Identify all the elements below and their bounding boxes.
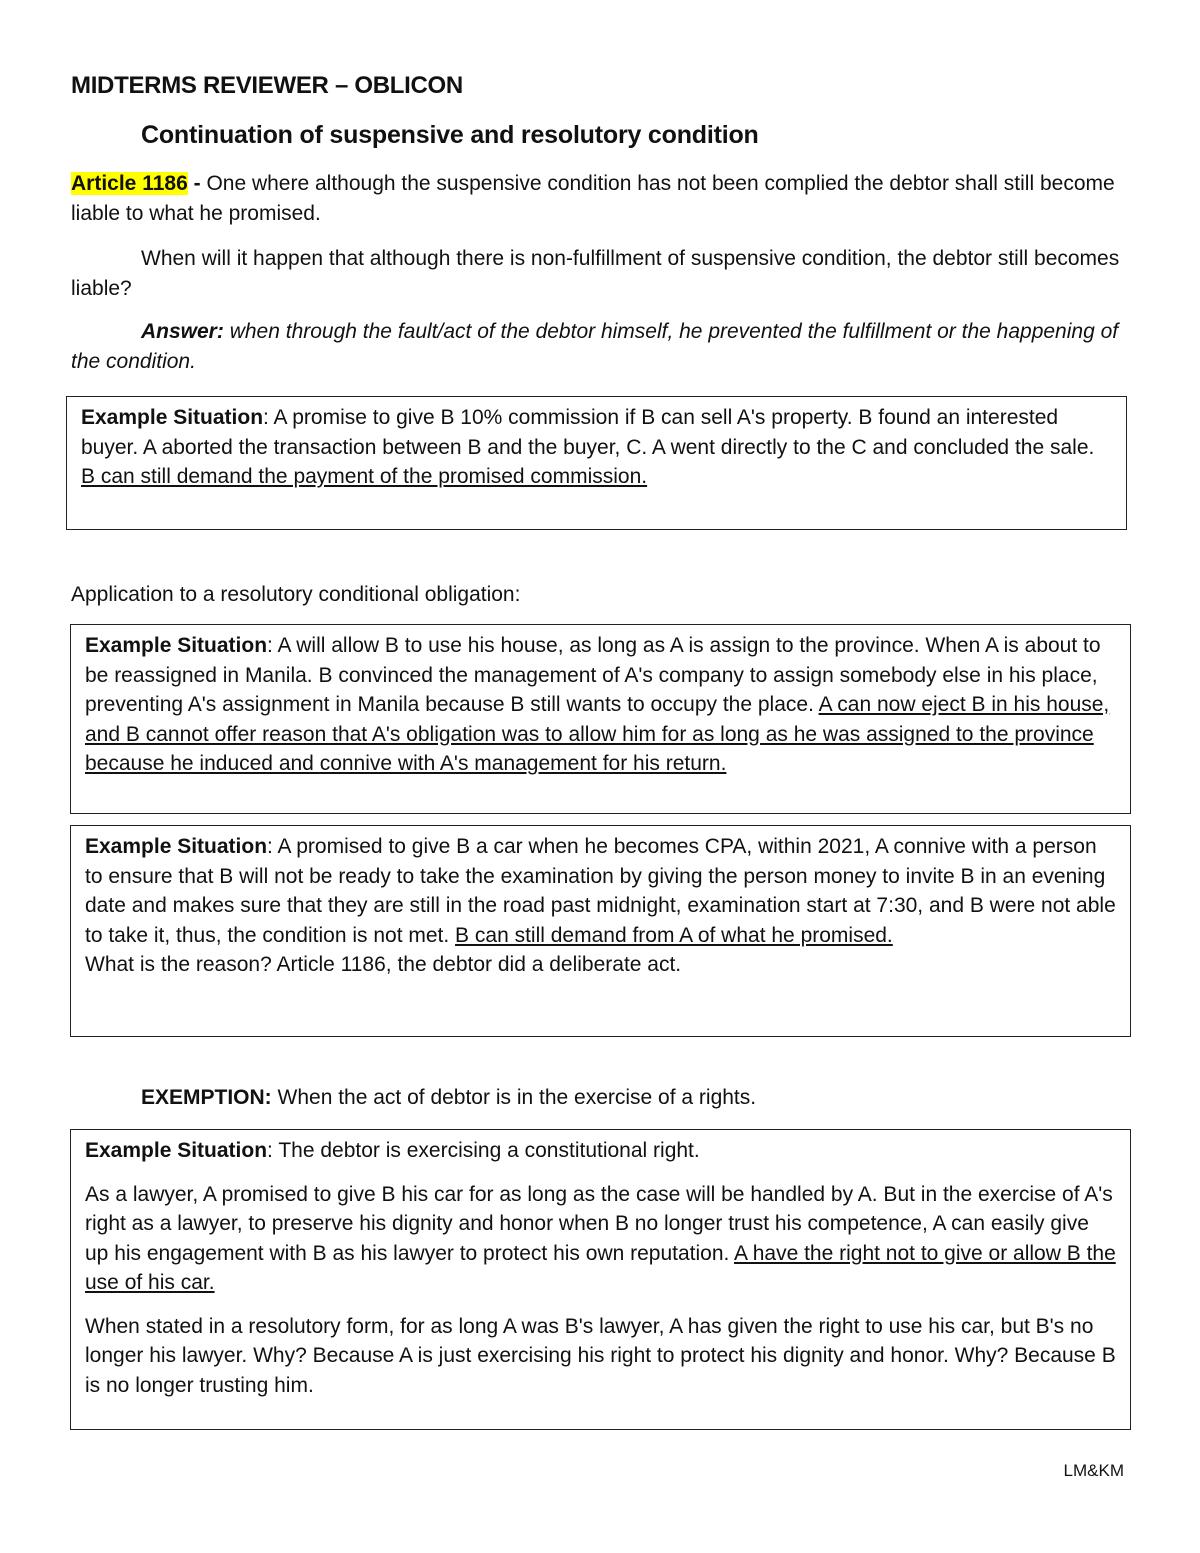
example-box-4	[70, 1129, 1131, 1430]
footer-initials: LM&KM	[1063, 1461, 1124, 1480]
document-subtitle: Continuation of suspensive and resolutory condition	[141, 121, 759, 149]
exemption-text: When the act of debtor is in the exercise of a rights.	[271, 1086, 757, 1109]
example-3-text: : A promised to give B a car when he becomes CPA, within 2021, A connive with a person to ensure that B will not be ready to take the examination by giving the person money to invite B in an evening date and makes sure that they are still in the road past midnight, examination start at 7:30, and B were not able to take it, thus, the condition is not met.	[85, 835, 1116, 947]
example-2-paragraph	[85, 631, 1116, 779]
example-2-label: Example Situation	[85, 634, 268, 657]
answer-label: Answer:	[141, 320, 224, 343]
example-2-text: : A will allow B to use his house, as long as A is assign to the province. When A is about to be reassigned in Manila. B convinced the management of A's company to assign somebody else in his place, preventing A's assignment in Manila because B still wants to occupy the place.	[85, 634, 1101, 716]
example-3-reason: What is the reason? Article 1186, the debtor did a deliberate act.	[85, 953, 682, 976]
article-paragraph	[71, 169, 1131, 228]
example-4-text: : The debtor is exercising a constitutional right.	[267, 1139, 700, 1162]
example-3-label: Example Situation	[85, 835, 268, 858]
example-4-paragraph	[85, 1136, 1116, 1166]
question-paragraph: When will it happen that although there is non-fulfillment of suspensive condition, the debtor still becomes liable?	[71, 247, 1120, 300]
example-1-paragraph	[81, 403, 1112, 492]
example-3-conclusion: B can still demand from A of what he promised.	[455, 923, 893, 947]
example-1-text: : A promise to give B 10% commission if B can sell A's property. B found an interested buyer. A aborted the transaction between B and the buyer, C. A went directly to the C and concluded the sale.	[81, 406, 1095, 459]
example-2-conclusion: A can now eject B in his house, and B cannot offer reason that A's obligation was to allow him for as long as he was assigned to the province because he induced and connive with A's management for his return.	[85, 693, 1110, 775]
example-3-paragraph	[85, 832, 1116, 950]
article-dash: -	[187, 172, 207, 195]
exemption-label: EXEMPTION:	[141, 1086, 272, 1109]
example-box-1	[66, 396, 1127, 530]
article-label: Article 1186	[71, 172, 188, 195]
example-4-label: Example Situation	[85, 1139, 268, 1162]
answer-text: when through the fault/act of the debtor himself, he prevented the fulfillment or the happening of the condition.	[71, 320, 1119, 373]
example-4-paragraph-3: When stated in a resolutory form, for as long A was B's lawyer, A has given the right to use his car, but B's no longer his lawyer. Why? Because A is just exercising his right to protect his dignity and honor. Why? Because B is no longer trusting him.	[85, 1314, 1116, 1397]
example-4-conclusion: A have the right not to give or allow B the use of his car.	[85, 1241, 1116, 1294]
example-1-label: Example Situation	[81, 406, 264, 429]
article-text: One where although the suspensive condition has not been complied the debtor shall still become liable to what he promised.	[71, 172, 1115, 225]
example-1-conclusion: B can still demand the payment of the promised commission.	[81, 465, 648, 488]
answer-paragraph	[71, 317, 1131, 376]
example-4-para2-text: As a lawyer, A promised to give B his car for as long as the case will be handled by A. But in the exercise of A's right as a lawyer, to preserve his dignity and honor when B no longer trust his competence, A can easily give up his engagement with B as his lawyer to protect his own reputation.	[85, 1182, 1113, 1265]
application-heading: Application to a resolutory conditional obligation:	[71, 583, 521, 606]
example-box-2	[70, 624, 1131, 814]
exemption-paragraph	[71, 1083, 1131, 1113]
example-box-3	[70, 825, 1131, 1037]
example-4-paragraph-2	[85, 1180, 1116, 1298]
document-title: MIDTERMS REVIEWER – OBLICON	[71, 72, 463, 99]
